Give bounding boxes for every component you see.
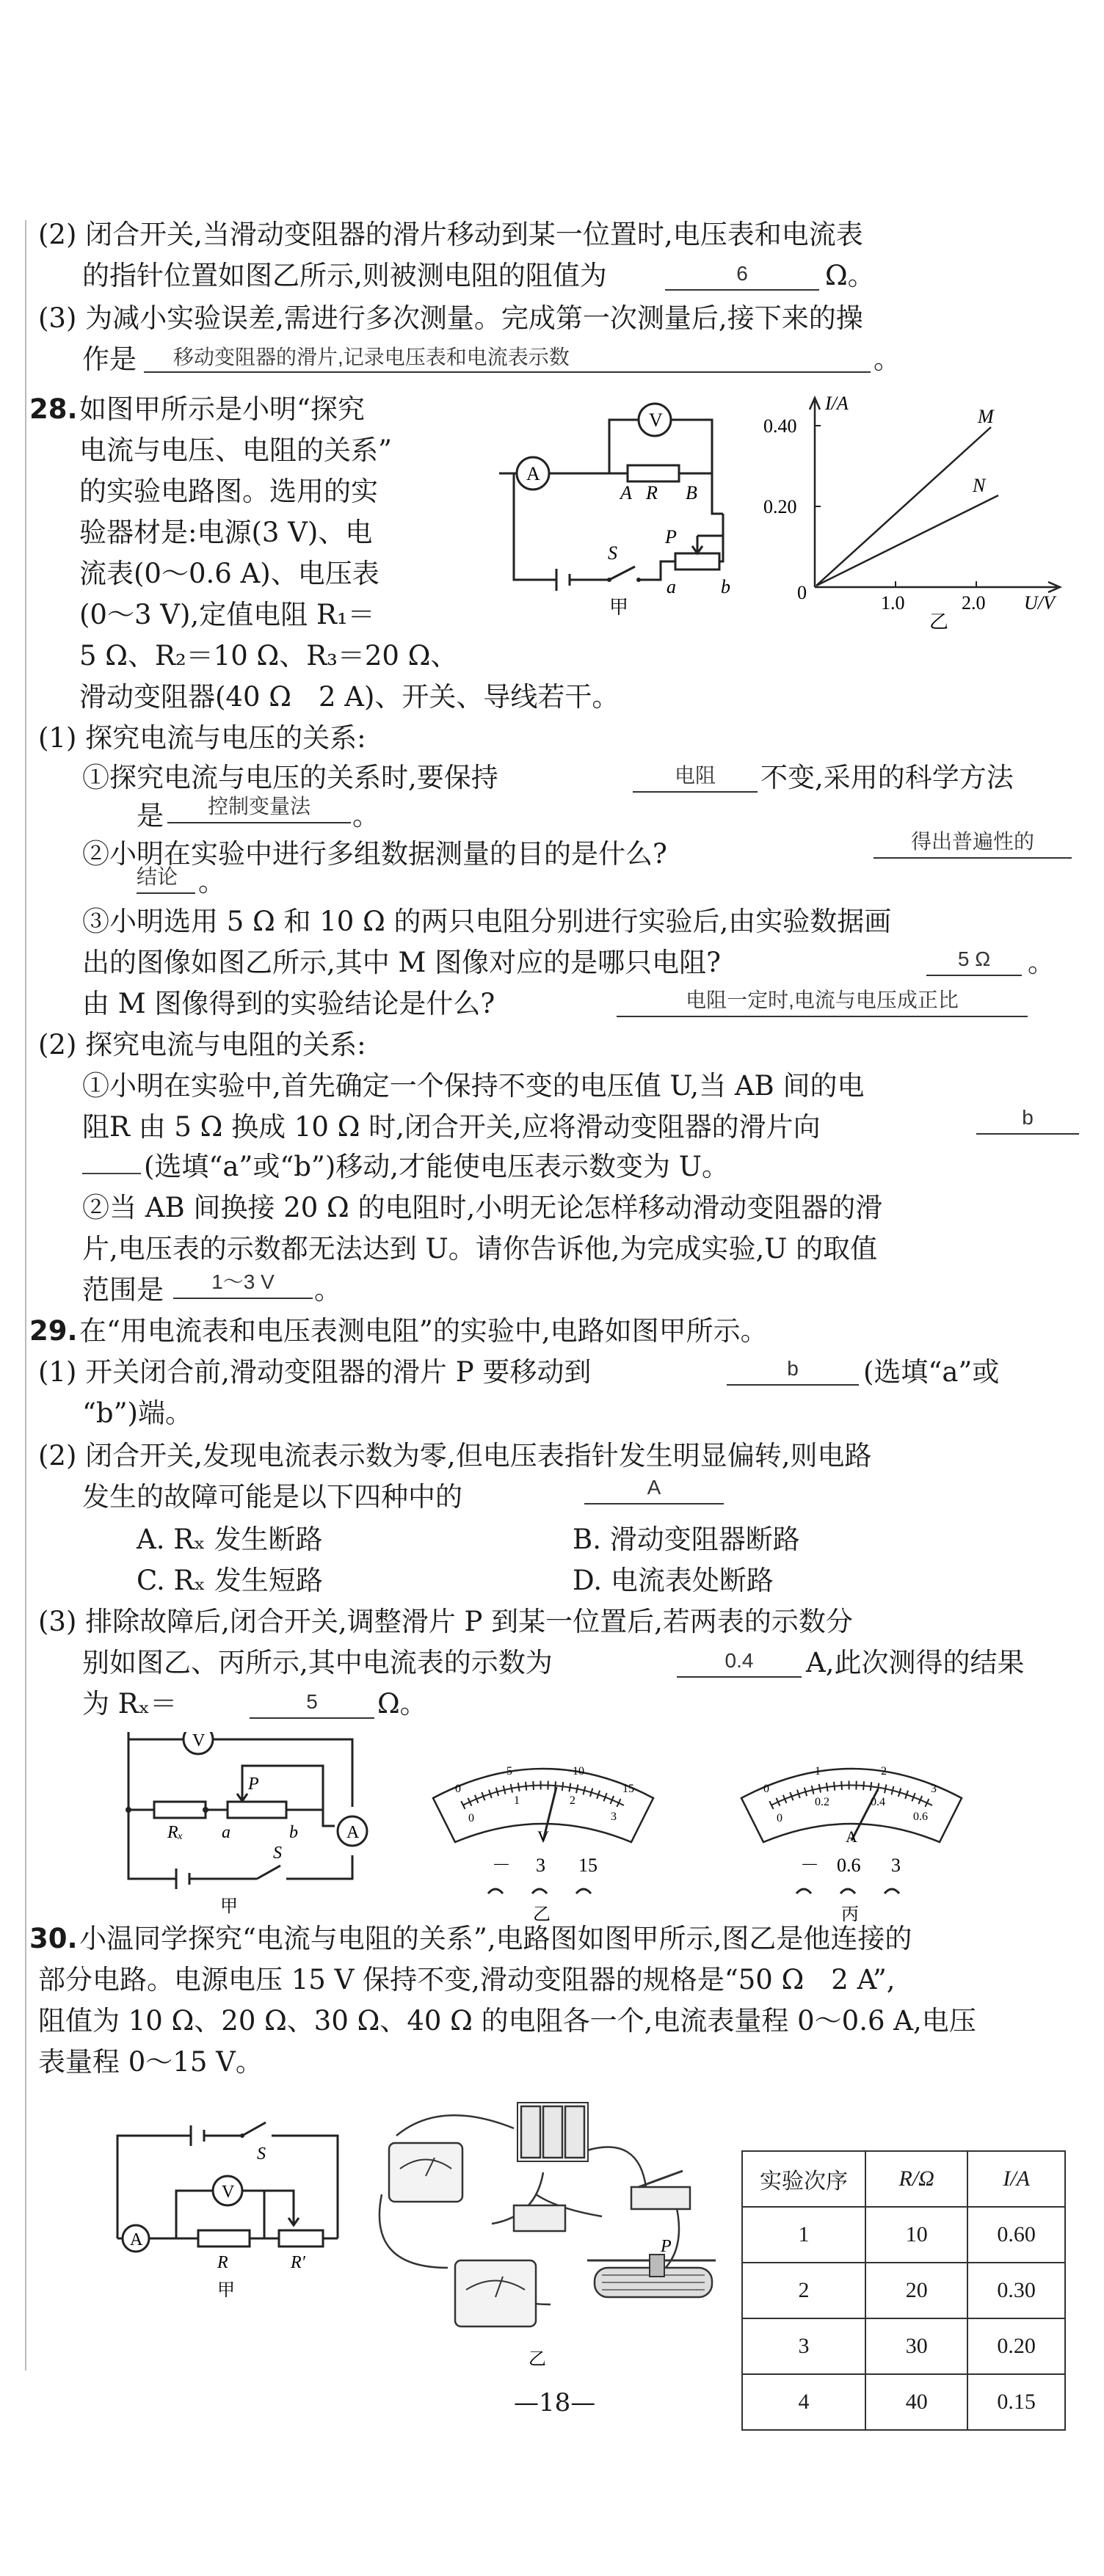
q28-text-line4: 验器材是:电源(3 V)、电 — [79, 517, 373, 548]
q29-option-D: D. 电流表处断路 — [573, 1565, 774, 1596]
table-row — [742, 2318, 1065, 2374]
table-header-r: R/Ω — [865, 2151, 967, 2207]
table-cell: 0.60 — [967, 2207, 1065, 2263]
q28-text-line8: 滑动变阻器(40 Ω 2 A)、开关、导线若干。 — [79, 681, 620, 713]
q27-p2-line1: (2) 闭合开关,当滑动变阻器的滑片移动到某一位置时,电压表和电流表 — [38, 219, 863, 250]
table-cell: 10 — [865, 2207, 967, 2263]
q28-fig-jia-label: 甲 — [609, 597, 629, 616]
table-cell: 40 — [865, 2374, 967, 2430]
q28-resistor-label: R — [646, 482, 658, 503]
q27-p2-answer: 6 — [665, 261, 819, 291]
q28-p2-a-line3: (选填“a”或“b”)移动,才能使电压表示数变为 U。 — [144, 1151, 729, 1182]
q28-text-line1: 如图甲所示是小明“探究 — [79, 393, 365, 425]
q28-graph-xtick-10: 1.0 — [881, 592, 905, 614]
q28-point-b-label: B — [686, 482, 697, 503]
q28-p1-c-line2: 出的图像如图乙所示,其中 M 图像对应的是哪只电阻? — [82, 947, 722, 978]
q28-p1-a-line1: ①探究电流与电压的关系时,要保持 — [82, 762, 498, 793]
q28-p2-a-answer-line2 — [82, 1173, 141, 1174]
table-cell: 0.30 — [967, 2263, 1065, 2318]
q30-data-table — [741, 2150, 1066, 2431]
q28-graph-M-label: M — [978, 406, 994, 427]
q27-p2-unit: Ω。 — [825, 260, 875, 291]
table-cell: 2 — [742, 2263, 865, 2318]
q28-graph-N-label: N — [973, 475, 986, 496]
q29-amp-terminal-3: 3 — [891, 1855, 901, 1876]
q29-amp-inner-06: 0.6 — [913, 1811, 928, 1823]
q30-s-label: S — [257, 2144, 266, 2164]
q29-p-label: P — [248, 1775, 259, 1794]
q29-voltmeter-label: V — [192, 1732, 206, 1750]
q30-voltmeter-device — [455, 2260, 536, 2326]
q28-text-line3: 的实验电路图。选用的实 — [79, 476, 378, 507]
q30-switch-device — [631, 2187, 690, 2209]
q28-p1-a-line2-end: 。 — [352, 800, 380, 832]
table-cell: 0.15 — [967, 2374, 1065, 2430]
q28-fig-yi-label: 乙 — [929, 611, 949, 631]
left-margin-rule — [25, 220, 26, 2371]
q28-p2-a-line2: 阻R 由 5 Ω 换成 10 Ω 时,闭合开关,应将滑动变阻器的滑片向 — [82, 1111, 821, 1143]
q28-p1-c-line3: 由 M 图像得到的实验结论是什么? — [82, 988, 495, 1019]
q29-amp-outer-0: 0 — [763, 1783, 769, 1795]
q29-p3-line2: 别如图乙、丙所示,其中电流表的示数为 — [82, 1647, 553, 1678]
table-cell: 1 — [742, 2207, 865, 2263]
table-row — [742, 2207, 1065, 2263]
q30-physical-circuit — [367, 2084, 719, 2371]
q27-p3-end: 。 — [874, 343, 901, 375]
q29-volt-outer-15: 15 — [622, 1783, 634, 1795]
q29-option-A: A. Rₓ 发生断路 — [137, 1524, 323, 1555]
q30-resistor-device — [514, 2205, 565, 2231]
q28-end-b-label: b — [721, 576, 730, 597]
q30-line3: 阻值为 10 Ω、20 Ω、30 Ω、40 Ω 的电阻各一个,电流表量程 0～0.6 A,电压 — [38, 2005, 976, 2037]
q29-s-label: S — [273, 1844, 282, 1863]
q28-iu-graph — [763, 389, 1086, 631]
q28-p1-b-end: 。 — [198, 866, 225, 898]
table-cell: 3 — [742, 2318, 865, 2374]
q28-graph-ytick-020: 0.20 — [763, 496, 797, 517]
q29-volt-inner-1: 1 — [514, 1794, 520, 1807]
q29-volt-inner-2: 2 — [570, 1794, 575, 1807]
table-cell: 20 — [865, 2263, 967, 2318]
q29-option-C: C. Rₓ 发生短路 — [137, 1565, 323, 1596]
q29-line1: 在“用电流表和电压表测电阻”的实验中,电路如图甲所示。 — [79, 1315, 768, 1347]
page-number: —18— — [514, 2388, 596, 2417]
q30-ammeter-device — [389, 2143, 462, 2202]
q28-p2-a-answer: b — [976, 1105, 1079, 1135]
q28-p1-a-answer: 电阻 — [633, 763, 758, 793]
q29-rx-label: Rₓ — [167, 1823, 184, 1842]
q29-amp-terminal-neg: － — [800, 1855, 820, 1876]
q29-p2-line2: 发生的故障可能是以下四种中的 — [82, 1481, 462, 1513]
q29-p3-answer2: 5 — [250, 1689, 374, 1719]
q29-p3-line2-tail: A,此次测得的结果 — [806, 1647, 1025, 1678]
q28-p1-c-answer2: 电阻一定时,电流与电压成正比 — [617, 988, 1028, 1017]
q29-amp-symbol: A — [846, 1827, 857, 1846]
q28-p2-b-line2: 片,电压表的示数都无法达到 U。请你告诉他,为完成实验,U 的取值 — [82, 1233, 878, 1265]
q28-p2-a-line1: ①小明在实验中,首先确定一个保持不变的电压值 U,当 AB 间的电 — [82, 1070, 865, 1102]
q28-graph-ytick-040: 0.40 — [763, 415, 797, 437]
table-header-i: I/A — [967, 2151, 1065, 2207]
q30-rheostat-p-label: P — [661, 2237, 672, 2256]
q30-r-label: R — [217, 2253, 228, 2272]
q29-volt-inner-3: 3 — [611, 1811, 617, 1823]
q29-volt-inner-0: 0 — [468, 1812, 474, 1824]
q29-amp-inner-02: 0.2 — [815, 1796, 829, 1808]
q27-p3-line2: 作是 — [82, 343, 137, 375]
table-cell: 0.20 — [967, 2318, 1065, 2374]
q30-line4: 表量程 0～15 V。 — [38, 2046, 263, 2078]
q28-ammeter-label: A — [526, 463, 540, 484]
q30-ammeter-label: A — [130, 2230, 143, 2249]
q28-graph-xlabel: U/V — [1024, 592, 1055, 614]
q29-number: 29. — [29, 1315, 78, 1347]
table-cell: 30 — [865, 2318, 967, 2374]
q29-p3-line3: 为 Rₓ＝ — [82, 1688, 178, 1720]
q29-p1-answer: b — [727, 1356, 859, 1386]
q28-p1-c-answer: 5 Ω — [926, 947, 1022, 976]
q30-circuit-diagram — [110, 2106, 367, 2304]
q29-amp-inner-04: 0.4 — [871, 1796, 885, 1808]
q28-p2-title: (2) 探究电流与电阻的关系: — [38, 1029, 366, 1060]
q28-p1-title: (1) 探究电流与电压的关系: — [38, 722, 366, 754]
table-header-row — [742, 2151, 1065, 2207]
q28-text-line6: (0～3 V),定值电阻 R₁＝ — [79, 599, 375, 630]
q30-line1: 小温同学探究“电流与电阻的关系”,电路图如图甲所示,图乙是他连接的 — [79, 1923, 912, 1954]
q28-text-line7: 5 Ω、R₂＝10 Ω、R₃＝20 Ω、 — [79, 640, 458, 672]
q28-p1-b-line1: ②小明在实验中进行多组数据测量的目的是什么? — [82, 838, 667, 870]
q27-p3-line1: (3) 为减小实验误差,需进行多次测量。完成第一次测量后,接下来的操 — [38, 302, 863, 334]
q30-voltmeter-label: V — [222, 2183, 235, 2202]
q28-circuit-diagram — [499, 396, 778, 616]
q30-r-prime-label: R′ — [291, 2253, 305, 2272]
table-row — [742, 2263, 1065, 2318]
table-row — [742, 2374, 1065, 2430]
q29-amp-inner-0: 0 — [777, 1812, 782, 1824]
q28-text-line5: 流表(0～0.6 A)、电压表 — [79, 558, 380, 589]
q28-end-a-label: a — [667, 576, 676, 597]
q30-fig-jia-label: 甲 — [217, 2281, 235, 2300]
q30-rheostat-device — [587, 2255, 716, 2297]
q29-volt-symbol: V — [537, 1827, 549, 1846]
q28-p1-a2-answer: 控制变量法 — [167, 794, 351, 823]
q29-amp-outer-3: 3 — [931, 1783, 937, 1795]
q29-volt-outer-10: 10 — [573, 1765, 584, 1778]
q30-line2: 部分电路。电源电压 15 V 保持不变,滑动变阻器的规格是“50 Ω 2 A”, — [38, 1964, 896, 1995]
q29-volt-terminal-15: 15 — [578, 1855, 598, 1876]
q28-switch-label: S — [608, 542, 617, 564]
q29-p3-line3-end: Ω。 — [377, 1688, 427, 1720]
q28-p1-c-line1: ③小明选用 5 Ω 和 10 Ω 的两只电阻分别进行实验后,由实验数据画 — [82, 906, 892, 937]
q29-fig-yi-label: 乙 — [533, 1905, 551, 1923]
q28-text-line2: 电流与电压、电阻的关系” — [79, 434, 392, 466]
q28-p2-b-line3: 范围是 — [82, 1274, 164, 1306]
q28-p2-b-end: 。 — [314, 1274, 341, 1306]
q29-amp-terminal-06: 0.6 — [837, 1855, 861, 1876]
q28-line-N — [816, 495, 998, 586]
q29-a-label: a — [222, 1823, 230, 1842]
q29-amp-outer-2: 2 — [881, 1765, 887, 1778]
q28-line-M — [816, 427, 991, 586]
q29-volt-terminal-neg: － — [492, 1855, 512, 1876]
q29-voltmeter-figure — [426, 1747, 661, 1923]
q29-fig-jia-label: 甲 — [220, 1897, 238, 1915]
q28-point-a-label: A — [620, 482, 632, 503]
q30-number: 30. — [29, 1923, 78, 1954]
q28-p2-b-answer: 1～3 V — [173, 1270, 313, 1299]
q29-circuit-diagram — [110, 1732, 382, 1915]
q29-volt-outer-0: 0 — [455, 1783, 461, 1795]
q28-p1-b-answer2: 结论 — [137, 865, 195, 894]
q29-fig-bing-label: 丙 — [841, 1905, 859, 1923]
q30-fig-yi-label: 乙 — [529, 2350, 546, 2369]
q29-amp-outer-1: 1 — [815, 1765, 821, 1778]
q29-p1-line1-tail: (选填“a”或 — [863, 1356, 1000, 1388]
q29-p2-line1: (2) 闭合开关,发现电流表示数为零,但电压表指针发生明显偏转,则电路 — [38, 1440, 872, 1471]
q28-graph-xtick-20: 2.0 — [962, 592, 986, 614]
q30-battery-pack — [518, 2103, 588, 2161]
q29-p3-answer1: 0.4 — [677, 1648, 802, 1678]
q28-p1-c-line2-end: 。 — [1028, 947, 1055, 978]
q29-p3-line1: (3) 排除故障后,闭合开关,调整滑片 P 到某一位置后,若两表的示数分 — [38, 1606, 853, 1637]
q29-b-label: b — [289, 1823, 298, 1842]
q29-option-B: B. 滑动变阻器断路 — [573, 1524, 800, 1555]
q27-p3-answer: 移动变阻器的滑片,记录电压表和电流表示数 — [144, 345, 871, 373]
q28-p2-b-line1: ②当 AB 间换接 20 Ω 的电阻时,小明无论怎样移动滑动变阻器的滑 — [82, 1192, 883, 1223]
q29-ammeter-label: A — [346, 1823, 360, 1842]
q28-graph-origin: 0 — [797, 582, 807, 603]
table-header-order: 实验次序 — [742, 2151, 865, 2207]
q29-p1-line2: “b”)端。 — [82, 1397, 192, 1429]
table-cell: 4 — [742, 2374, 865, 2430]
q29-volt-terminal-3: 3 — [536, 1855, 545, 1876]
q29-p2-answer: A — [584, 1475, 724, 1505]
q28-p1-a-line1-tail: 不变,采用的科学方法 — [760, 762, 1014, 793]
q27-p2-line2: 的指针位置如图乙所示,则被测电阻的阻值为 — [82, 260, 607, 291]
q28-p1-a-line2: 是 — [137, 800, 164, 832]
q29-p1-line1: (1) 开关闭合前,滑动变阻器的滑片 P 要移动到 — [38, 1356, 592, 1388]
q28-number: 28. — [29, 393, 78, 425]
q28-voltmeter-label: V — [649, 410, 663, 431]
q28-p1-b-answer: 得出普遍性的 — [874, 829, 1072, 859]
q29-volt-outer-5: 5 — [506, 1765, 512, 1778]
q28-slider-label: P — [665, 526, 677, 547]
q28-graph-ylabel: I/A — [825, 393, 849, 414]
q29-ammeter-figure — [734, 1747, 969, 1923]
